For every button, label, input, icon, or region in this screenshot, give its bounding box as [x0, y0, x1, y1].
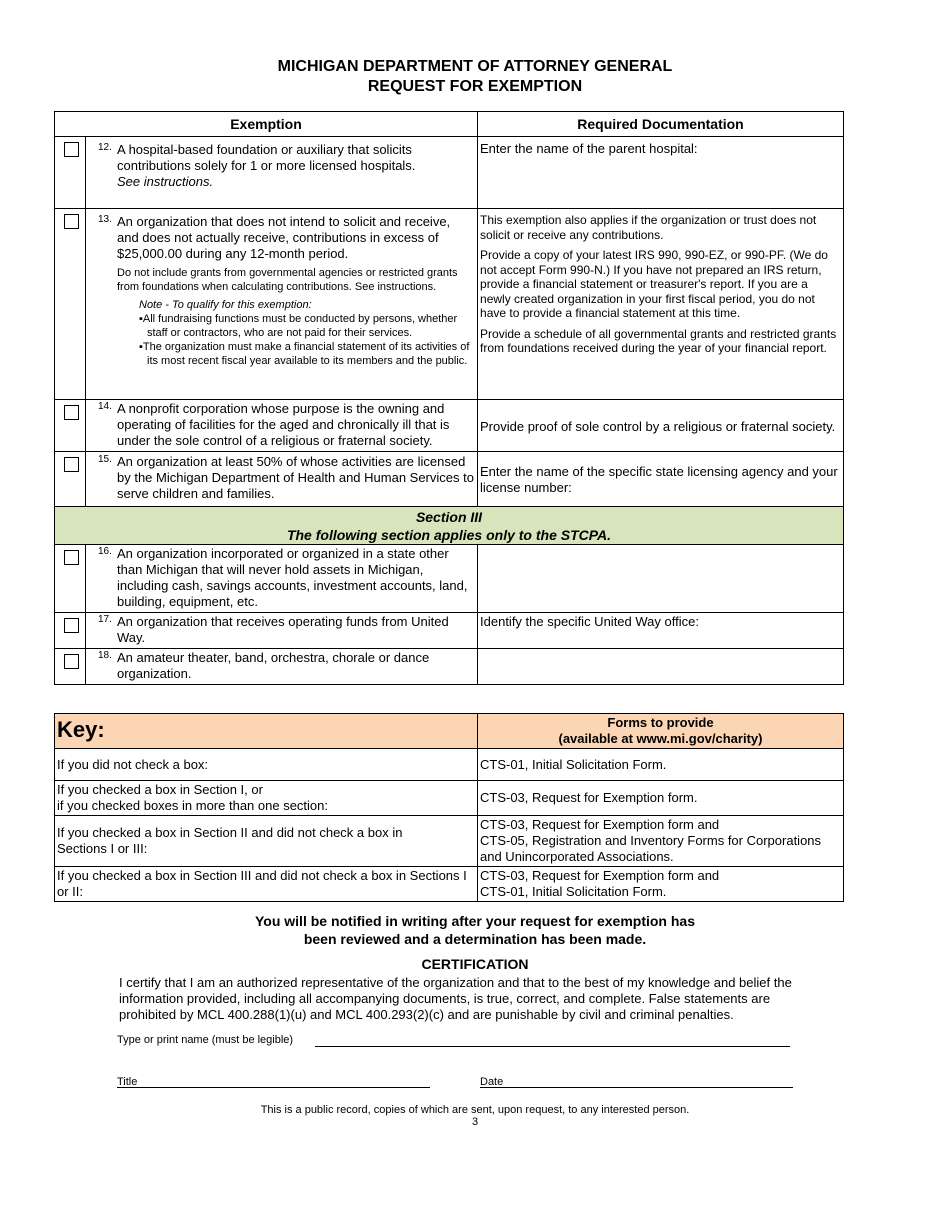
forms-header-line2: (available at www.mi.gov/charity) [558, 731, 763, 746]
key-table [54, 713, 844, 902]
key-form-line2: CTS-01, Initial Solicitation Form. [480, 884, 667, 899]
name-signature-line[interactable] [315, 1046, 790, 1047]
key-form-line2: CTS-05, Registration and Inventory Forms for Corporations and Unincorporated Associations. [480, 833, 822, 864]
section-3-subtitle: The following section applies only to the STCPA. [286, 526, 612, 543]
key-condition-line2: if you checked boxes in more than one section: [57, 798, 328, 813]
documentation-text: Enter the name of the specific state licensing agency and your license number: [480, 464, 838, 495]
documentation-text [478, 545, 843, 551]
documentation-text: Identify the specific United Way office: [480, 614, 699, 629]
key-header-row [55, 714, 844, 749]
key-condition-line1: If you checked a box in Section III and did not check a box in Sections I [57, 868, 467, 883]
item-number: 17. [98, 614, 112, 625]
exemption-column-header: Exemption [55, 112, 478, 137]
exemption-text: An organization incorporated or organized in a state other than Michigan that will never hold assets in Michigan, including cash, savings accounts, investment accounts, land, building, equipment, etc. [117, 546, 468, 609]
date-label: Date [480, 1076, 504, 1088]
grants-note: Do not include grants from governmental agencies or restricted grants from foundations when calculating contributions. See instructions. [117, 267, 458, 293]
key-condition-line1: If you checked a box in Section II and did not check a box in [57, 825, 403, 840]
key-form-line1: CTS-03, Request for Exemption form and [480, 868, 720, 883]
table-row [55, 613, 844, 649]
exemption-15-checkbox[interactable] [64, 457, 79, 472]
exemption-text: A nonprofit corporation whose purpose is the owning and operating of facilities for the aged and chronically ill that is under the sole control of a religious or fraternal society. [117, 401, 450, 448]
table-row [55, 649, 844, 685]
item-number: 13. [98, 214, 112, 225]
certification-text: I certify that I am an authorized representative of the organization and that to the best of my knowledge and belief the information provided, including all accompanying documents, is true, correct, and complete. False statements are prohibited by MCL 400.288(1)(u) and MCL 400.293(2)(c) and are punishable by civil and criminal penalties. [119, 975, 792, 1022]
exemption-text: An organization that does not intend to solicit and receive, and does not actually receive, contributions in excess of $25,000.00 during any 12-month period. [117, 214, 451, 261]
key-row [55, 816, 844, 867]
documentation-text-3: Provide a schedule of all governmental grants and restricted grants from foundations received during the year of your financial report. [480, 326, 837, 355]
key-condition-line1: If you checked a box in Section I, or [57, 782, 263, 797]
key-condition-line2: or II: [57, 884, 84, 899]
note-bullet-2: ▪The organization must make a financial statement of its activities of its most recent fiscal year available to its members and the public. [139, 341, 470, 367]
exemption-table [54, 111, 844, 685]
exemption-text: A hospital-based foundation or auxiliary that solicits contributions solely for 1 or more licensed hospitals. [117, 142, 416, 173]
public-record-note: This is a public record, copies of which are sent, upon request, to any interested person. [260, 1104, 690, 1116]
table-row [55, 209, 844, 400]
forms-header-line1: Forms to provide [607, 715, 714, 730]
key-condition: If you did not check a box: [57, 756, 209, 772]
exemption-14-checkbox[interactable] [64, 405, 79, 420]
date-signature-line[interactable] [480, 1087, 793, 1088]
page-number: 3 [471, 1116, 479, 1128]
exemption-text: An organization at least 50% of whose activities are licensed by the Michigan Department of Health and Human Services to serve children and families. [117, 454, 474, 501]
exemption-18-checkbox[interactable] [64, 654, 79, 669]
key-row [55, 781, 844, 816]
item-number: 18. [98, 650, 112, 661]
page-title-line1: MICHIGAN DEPARTMENT OF ATTORNEY GENERAL [277, 58, 673, 75]
exemption-17-checkbox[interactable] [64, 618, 79, 633]
table-row [55, 545, 844, 613]
see-instructions: See instructions. [117, 174, 214, 189]
bullet-text: All fundraising functions must be conducted by persons, whether staff or contractors, who are not paid for their services. [142, 313, 458, 339]
documentation-column-header: Required Documentation [478, 112, 844, 137]
item-number: 15. [98, 454, 112, 465]
key-row [55, 749, 844, 781]
title-label: Title [117, 1076, 138, 1088]
exemption-16-checkbox[interactable] [64, 550, 79, 565]
documentation-text: Enter the name of the parent hospital: [480, 141, 698, 156]
key-form-line1: CTS-03, Request for Exemption form and [480, 817, 720, 832]
exemption-13-checkbox[interactable] [64, 214, 79, 229]
table-row [55, 400, 844, 452]
name-label: Type or print name (must be legible) [117, 1034, 294, 1046]
note-bullet-1: ▪All fundraising functions must be conducted by persons, whether staff or contractors, who are not paid for their services. [139, 313, 458, 339]
item-number: 16. [98, 546, 112, 557]
documentation-text [478, 649, 843, 655]
exemption-text: An organization that receives operating funds from United Way. [117, 614, 449, 645]
key-condition-line2: Sections I or III: [57, 841, 148, 856]
table-row [55, 452, 844, 507]
certification-title: CERTIFICATION [421, 956, 529, 972]
note-title: Note - To qualify for this exemption: [139, 299, 312, 311]
documentation-text: Provide proof of sole control by a religious or fraternal society. [480, 418, 836, 434]
documentation-text-1: This exemption also applies if the organization or trust does not solicit or receive any contributions. [480, 213, 817, 242]
key-form: CTS-01, Initial Solicitation Form. [480, 756, 667, 772]
table-row [55, 137, 844, 209]
notice-line2: been reviewed and a determination has been made. [303, 931, 647, 947]
bullet-text: The organization must make a financial statement of its activities of its most recent fiscal year available to its members and the public. [142, 341, 470, 367]
section-3-title: Section III [415, 508, 483, 525]
exemption-12-checkbox[interactable] [64, 142, 79, 157]
exemption-text: An amateur theater, band, orchestra, chorale or dance organization. [117, 650, 430, 681]
key-form: CTS-03, Request for Exemption form. [480, 790, 698, 805]
key-row [55, 867, 844, 902]
documentation-text-2: Provide a copy of your latest IRS 990, 990-EZ, or 990-PF. (We do not accept Form 990-N.) If you have not prepared an IRS return, provide a financial statement or treasurer's report. If you are a newly created organization in your first fiscal period, you do not have to provide a financial statement at this time. [480, 248, 828, 320]
key-title: Key: [57, 716, 105, 742]
table-header-row [55, 112, 844, 137]
item-number: 14. [98, 401, 112, 412]
page-title-line2: REQUEST FOR EXEMPTION [367, 78, 583, 95]
title-signature-line[interactable] [117, 1087, 430, 1088]
notice-line1: You will be notified in writing after your request for exemption has [254, 913, 695, 929]
section-3-banner [55, 507, 844, 545]
item-number: 12. [98, 142, 112, 153]
